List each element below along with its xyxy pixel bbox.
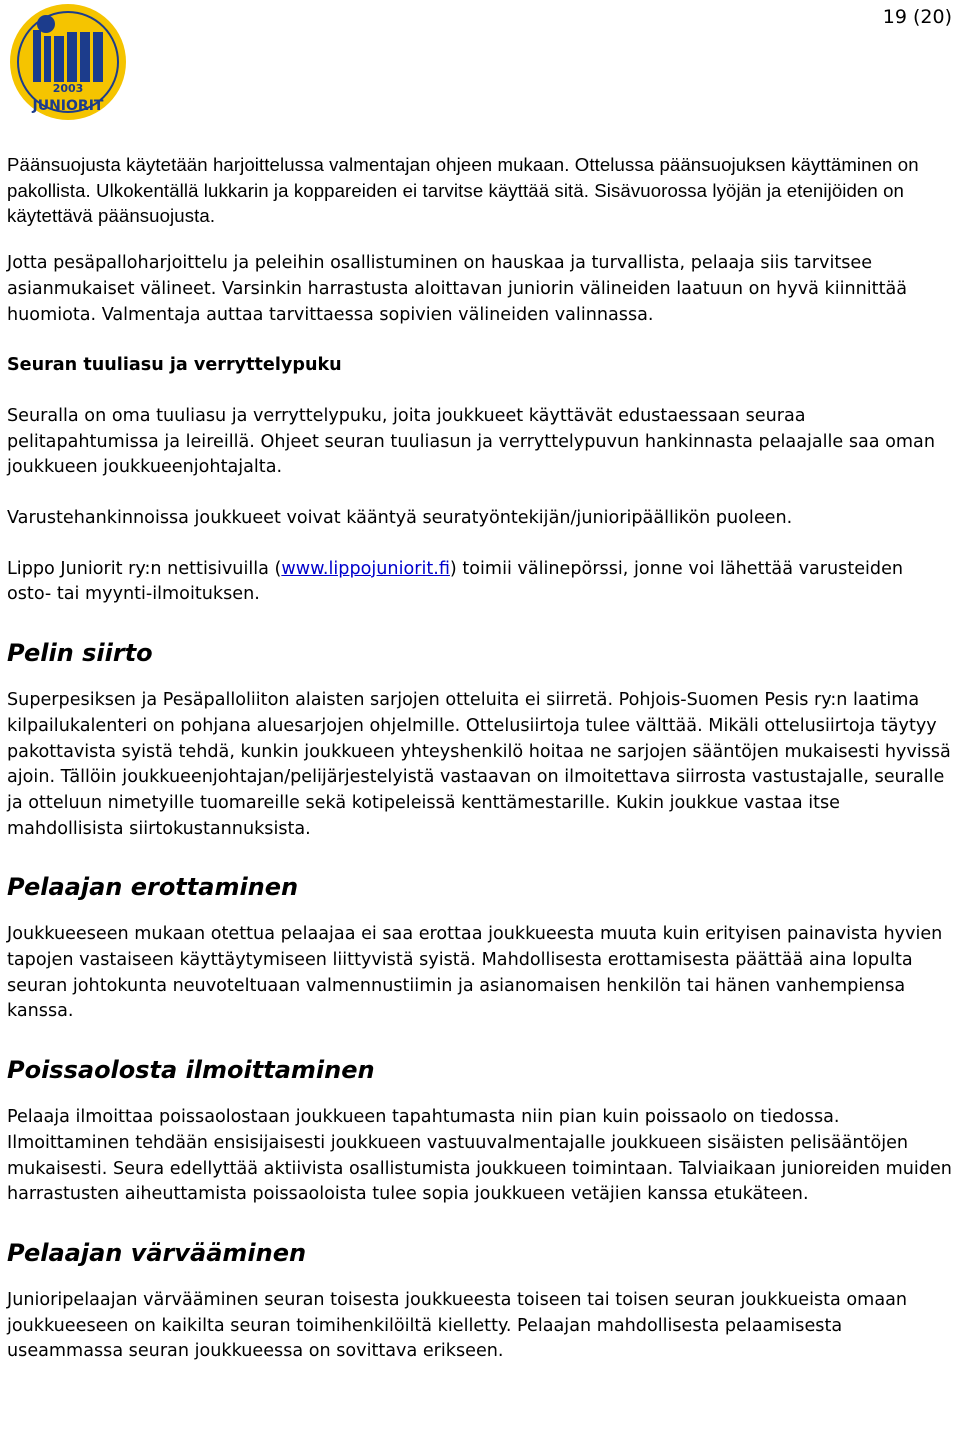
paragraph-absence-notice: Pelaaja ilmoittaa poissaolostaan joukkueen tapahtumasta niin pian kuin poissaolo on tiedossa. Ilmoittaminen tehdään ensisijaisesti joukkueen vastuuvalmentajalle joukkueen sisäisten pelisääntöjen mukaisesti. Seura edellyttää aktiivista osallistumista joukkueen toimintaan. Talviaikaan junioreiden muiden harrastusten aiheuttamista poissaoloista tulee sopia joukkueen vetäjien kanssa etukäteen.	[7, 1107, 952, 1205]
heading-absence-notice: Poissaolosta ilmoittaminen	[7, 1056, 375, 1085]
paragraph-player-recruitment: Junioripelaajan värvääminen seuran toisesta joukkueesta toiseen tai toisen seuran joukkueista omaan joukkueeseen on kaikilta seuran toimihenkilöiltä kielletty. Pelaajan mahdollisesta pelaamisesta useammassa seuran joukkueessa on sovittava erikseen.	[7, 1289, 908, 1362]
paragraph-player-removal: Joukkueeseen mukaan otettua pelaajaa ei saa erottaa joukkueesta muuta kuin erityisen painavista hyvien tapojen vastaiseen käyttäytymiseen liittyvistä syistä. Mahdollisesta erottamisesta päättää aina lopulta seuran johtokunta neuvoteltuaan valmennustiimin ja asianomaisen henkilön tai hänen vanhempiensa kanssa.	[7, 924, 943, 1022]
club-logo	[8, 2, 128, 122]
paragraph-uniform: Seuralla on oma tuuliasu ja verryttelypuku, joita joukkueet käyttävät edustaessaan seuraa pelitapahtumissa ja leireillä. Ohjeet seuran tuuliasun ja verryttelypuvun hankinnasta pelaajalle saa oman joukkueen joukkueenjohtajalta.	[7, 405, 935, 478]
paragraph-purchases: Varustehankinnoissa joukkueet voivat kääntyä seuratyöntekijän/junioripäällikön puoleen.	[7, 508, 793, 529]
website-text-before: Lippo Juniorit ry:n nettisivuilla (	[7, 558, 282, 579]
document-body	[7, 152, 952, 1365]
page-number: 19 (20)	[882, 6, 952, 28]
paragraph-equipment: Jotta pesäpalloharjoittelu ja peleihin osallistuminen on hauskaa ja turvallista, pelaaja siis tarvitsee asianmukaiset välineet. Varsinkin harrastusta aloittavan juniorin välineiden laatuun on hyvä kiinnittää huomiota. Valmentaja auttaa tarvittaessa sopivien välineiden valinnassa.	[7, 253, 908, 325]
subheading-uniform: Seuran tuuliasu ja verryttelypuku	[7, 355, 342, 376]
heading-player-recruitment: Pelaajan värvääminen	[7, 1238, 307, 1267]
heading-player-removal: Pelaajan erottaminen	[7, 873, 299, 902]
logo-text: JUNIORIT	[32, 98, 104, 114]
paragraph-game-postponement: Superpesiksen ja Pesäpalloliiton alaisten sarjojen otteluita ei siirretä. Pohjois-Suomen Pesis ry:n laatima kilpailukalenteri on pohjana aluesarjojen ohjelmille. Ottelusiirtoja tulee välttää. Mikäli ottelusiirtoja täytyy pakottavista syistä tehdä, kunkin joukkueen yhteyshenkilö hoitaa ne sarjojen sääntöjen mukaisesti hyvissä ajoin. Tällöin joukkueenjohtajan/pelijärjestelyistä vastaavan on ilmoitettava siirrosta vastustajalle, seuralle ja otteluun nimetyille tuomareille sekä kotipeleissä kenttämestarille. Kukin joukkue vastaa itse mahdollisista siirtokustannuksista.	[7, 690, 951, 839]
logo-year: 2003	[52, 82, 84, 95]
heading-game-postponement: Pelin siirto	[7, 639, 153, 668]
website-text-after: ) toimii välinepörssi, jonne voi lähettää varusteiden osto- tai myynti-ilmoituksen.	[7, 558, 904, 605]
paragraph-website	[7, 557, 952, 608]
website-link[interactable]: www.lippojuniorit.fi	[281, 558, 450, 579]
paragraph-head-protection: Päänsuojusta käytetään harjoittelussa valmentajan ohjeen mukaan. Ottelussa päänsuojuksen käyttäminen on pakollista. Ulkokentällä lukkarin ja koppareiden ei tarvitse käyttää sitä. Sisävuorossa lyöjän ja etenijöiden on käytettävä päänsuojusta.	[7, 154, 919, 227]
